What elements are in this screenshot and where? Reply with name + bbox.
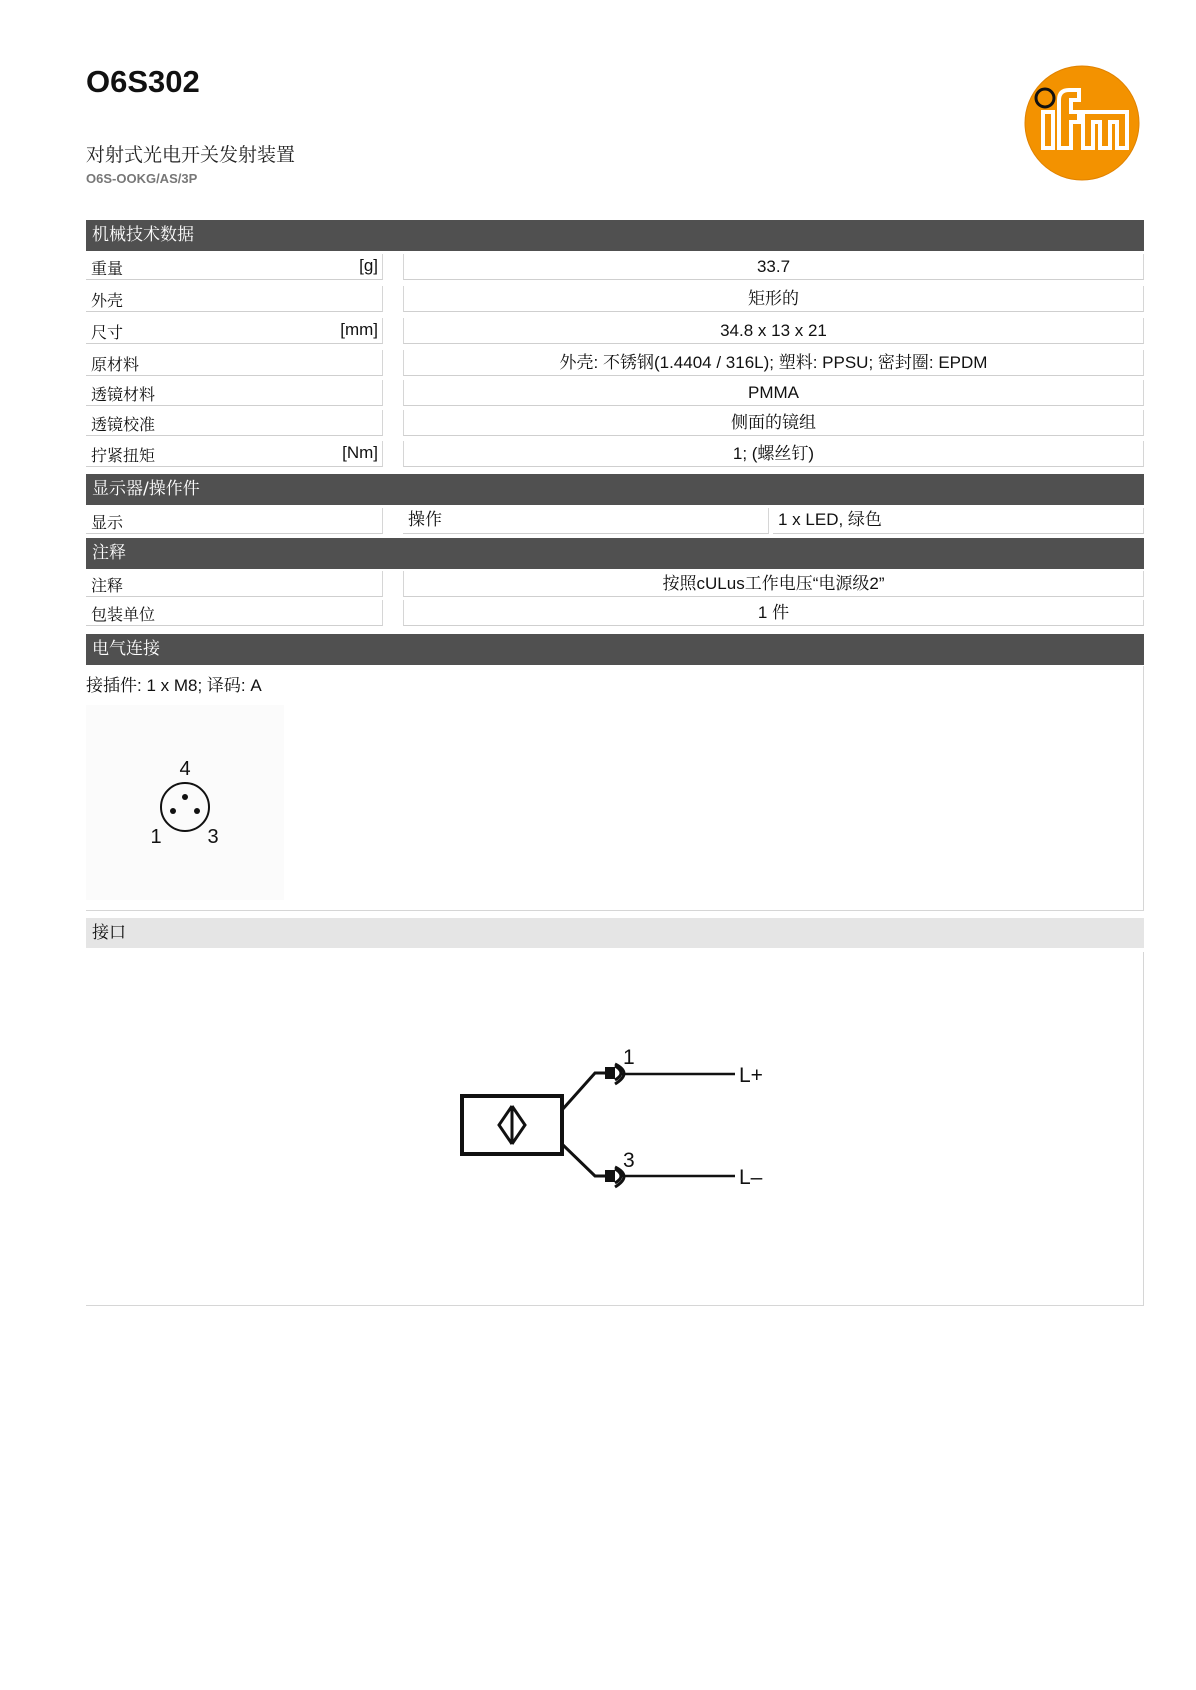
- spec-value: 1 x LED, 绿色: [773, 508, 1144, 534]
- pin-label-3: 3: [207, 826, 219, 848]
- spec-row-torque: [86, 439, 1144, 468]
- spec-label: 包装单位: [91, 605, 156, 624]
- product-title: O6S302: [86, 64, 200, 99]
- pin-label-1: 1: [150, 826, 162, 848]
- supply-plus-label: L+: [739, 1064, 763, 1087]
- spec-row-note: [86, 569, 1144, 598]
- spec-row-housing: [86, 284, 1144, 313]
- spec-value: 1; (螺丝钉): [403, 441, 1144, 467]
- spec-row-lens-material: [86, 378, 1144, 407]
- wire-pin-1-label: 1: [623, 1046, 635, 1069]
- supply-minus-label: L–: [739, 1166, 763, 1189]
- spec-row-dimensions: [86, 316, 1144, 345]
- connector-description: 接插件: 1 x M8; 译码: A: [86, 676, 262, 695]
- product-subtitle: 对射式光电开关发射装置: [86, 144, 296, 166]
- section-electrical-header: 电气连接: [86, 634, 1144, 665]
- spec-value: PMMA: [403, 380, 1144, 406]
- spec-unit: [Nm]: [342, 443, 378, 462]
- spec-row-materials: [86, 348, 1144, 377]
- spec-label: 透镜材料: [91, 385, 156, 404]
- spec-label: 尺寸: [91, 323, 124, 342]
- spec-value: 33.7: [403, 254, 1144, 280]
- spec-row-lens-alignment: [86, 408, 1144, 437]
- spec-sublabel: 操作: [403, 508, 769, 534]
- spec-value: 1 件: [403, 600, 1144, 626]
- section-mechanical-header: 机械技术数据: [86, 220, 1144, 251]
- spec-label: 原材料: [91, 355, 140, 374]
- connector-pinout-diagram: [86, 705, 284, 900]
- spec-label: 外壳: [91, 291, 124, 310]
- spec-value: 按照cULus工作电压“电源级2”: [403, 571, 1144, 597]
- spec-unit: [g]: [359, 256, 378, 275]
- spec-unit: [mm]: [340, 320, 378, 339]
- spec-label: 拧紧扭矩: [91, 446, 156, 465]
- spec-value: 34.8 x 13 x 21: [403, 318, 1144, 344]
- spec-value: 矩形的: [403, 286, 1144, 312]
- product-code: O6S-OOKG/AS/3P: [86, 171, 198, 186]
- section-interface-header: 接口: [86, 918, 1144, 948]
- spec-label: 显示: [91, 513, 124, 532]
- spec-row-packaging: [86, 598, 1144, 627]
- section-notes-header: 注释: [86, 538, 1144, 569]
- wiring-diagram: [455, 1040, 785, 1200]
- spec-row-display: [86, 506, 1144, 535]
- ifm-logo: [1023, 64, 1141, 182]
- spec-label: 注释: [91, 576, 124, 595]
- spec-label: 透镜校准: [91, 415, 156, 434]
- spec-value: 外壳: 不锈钢(1.4404 / 316L); 塑料: PPSU; 密封圈: EPDM: [403, 350, 1144, 376]
- section-display-header: 显示器/操作件: [86, 474, 1144, 505]
- wire-pin-3-label: 3: [623, 1149, 635, 1172]
- spec-row-weight: [86, 252, 1144, 281]
- spec-label: 重量: [91, 259, 124, 278]
- pin-label-4: 4: [179, 758, 191, 780]
- spec-value: 侧面的镜组: [403, 410, 1144, 436]
